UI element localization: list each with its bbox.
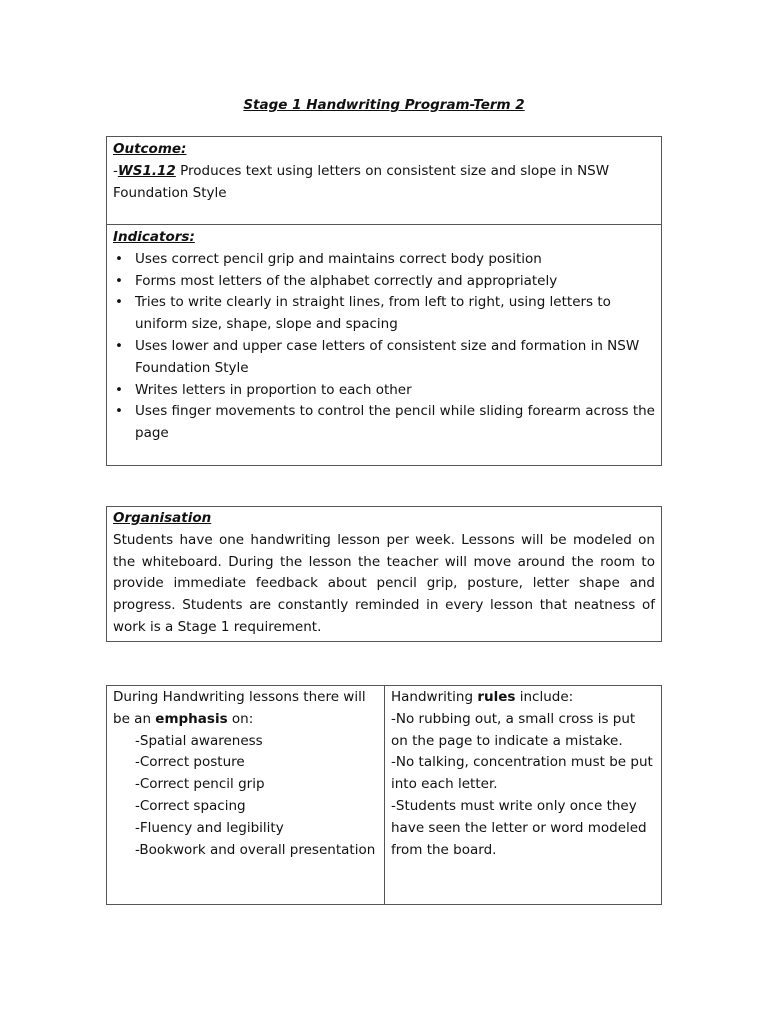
organisation-body: Students have one handwriting lesson per week. Lessons will be modeled on the whiteboard. During the lesson the teacher will move around the room to provide immediate feedback about pencil grip, posture, letter shape and progress. Students are constantly reminded in every lesson that neatness of work is a Stage 1 requirement. [113,531,655,635]
page-title: Stage 1 Handwriting Program-Term 2 [243,97,525,113]
outcome-cell [107,137,661,225]
indicator-item: • Uses lower and upper case letters of consistent size and formation in NSW Foundation Style [113,336,655,380]
outcome-code: WS1.12 [117,162,176,179]
indicator-item: • Tries to write clearly in straight lines, from left to right, using letters to uniform size, shape, slope and spacing [113,292,655,336]
indicator-item: • Forms most letters of the alphabet correctly and appropriately [113,271,655,293]
emphasis-item: -Correct pencil grip [135,776,265,793]
emphasis-cell [107,686,385,904]
organisation-heading: Organisation [113,510,212,526]
emphasis-bold-word: emphasis [155,710,228,727]
indicators-list [113,249,655,445]
organisation-box [106,506,662,642]
emphasis-rules-table [106,685,662,905]
rule-item: -Students must write only once they have seen the letter or word modeled from the board. [391,797,647,858]
rules-list [391,709,655,862]
outcome-statement [113,161,655,205]
indicators-cell [107,225,661,465]
rules-bold-word: rules [477,689,516,705]
emphasis-item: -Correct spacing [135,797,246,814]
rules-intro-prefix: Handwriting [391,689,478,705]
rule-item: -No rubbing out, a small cross is put on the page to indicate a mistake. [391,710,636,749]
outcome-indicators-table [106,136,662,466]
outcome-text: Produces text using letters on consistent size and slope in NSW Foundation Style [113,162,610,201]
rule-item: -No talking, concentration must be put into each letter. [391,754,653,793]
rules-cell [385,686,661,904]
indicator-item: • Writes letters in proportion to each other [113,380,655,402]
rules-intro [391,687,655,709]
indicator-item: • Uses correct pencil grip and maintains correct body position [113,249,655,271]
rules-intro-suffix: include: [515,689,574,705]
emphasis-intro [113,687,378,731]
emphasis-item: -Spatial awareness [135,732,263,749]
emphasis-intro-suffix: on: [227,710,254,727]
indicators-heading: Indicators: [113,229,195,245]
outcome-heading: Outcome: [113,141,187,157]
emphasis-item: -Bookwork and overall presentation [135,841,376,858]
outcome-dash: - [113,162,118,179]
emphasis-intro-prefix: During Handwriting lessons there will be an [113,689,366,727]
indicator-item: • Uses finger movements to control the pencil while sliding forearm across the page [113,401,655,445]
emphasis-item: -Correct posture [135,754,245,771]
emphasis-item: -Fluency and legibility [135,819,284,836]
emphasis-list [113,731,378,862]
